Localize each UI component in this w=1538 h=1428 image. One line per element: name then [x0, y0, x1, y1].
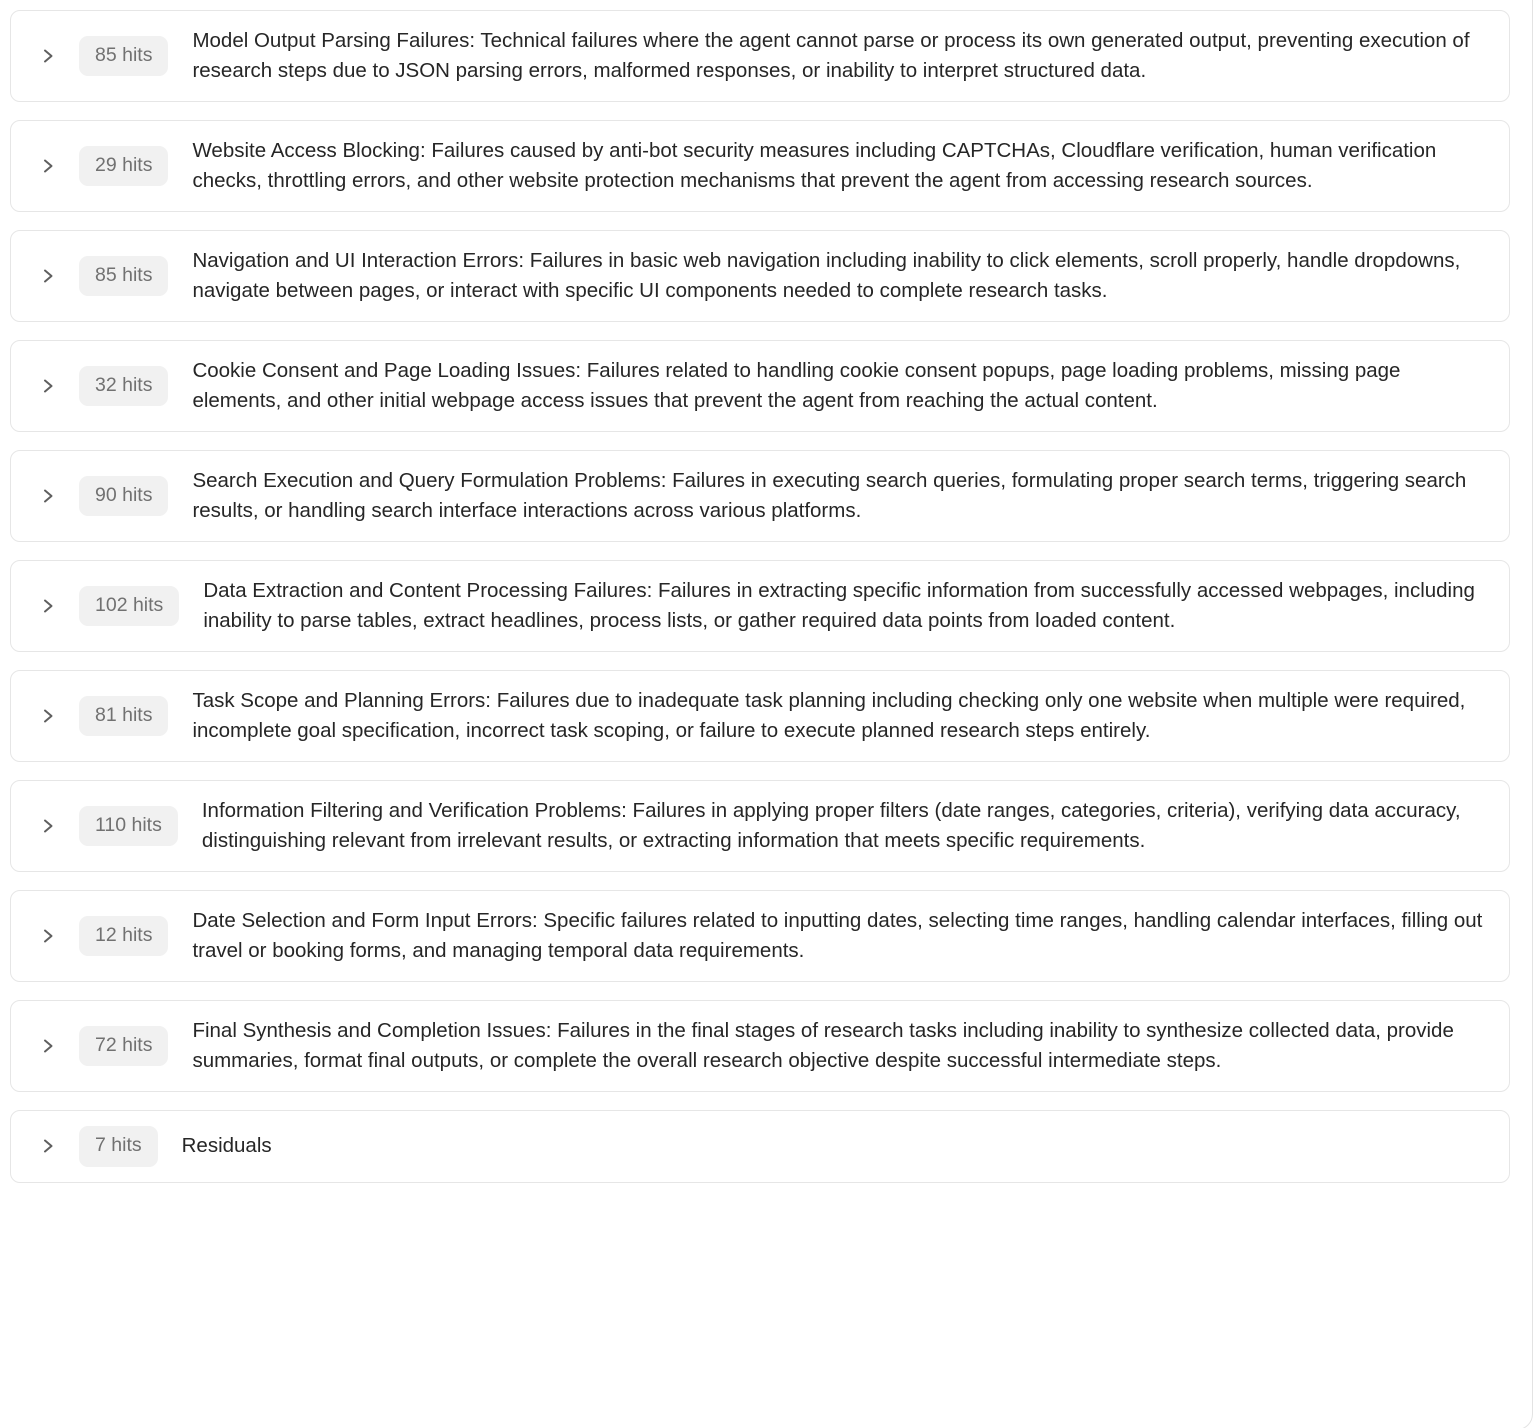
- category-description: Website Access Blocking: Failures caused by anti-bot security measures including CAPTCHAs, Cloudflare verification, human verification checks, throttling errors, and other website protection mechanisms that prevent the agent from accessing research sources.: [192, 139, 1437, 192]
- hits-badge: 32 hits: [79, 366, 168, 407]
- category-card[interactable]: [10, 10, 1510, 102]
- hits-badge: 110 hits: [79, 806, 178, 847]
- category-card[interactable]: [10, 1110, 1510, 1183]
- hits-badge: 81 hits: [79, 696, 168, 737]
- category-card[interactable]: [10, 230, 1510, 322]
- category-description: Information Filtering and Verification Problems: Failures in applying proper filters (date ranges, categories, criteria), verifying data accuracy, distinguishing relevant from irrelevant results, or extracting information that meets specific requirements.: [201, 799, 1461, 852]
- category-card[interactable]: [10, 120, 1510, 212]
- chevron-right-icon[interactable]: [39, 267, 57, 285]
- hits-badge: 90 hits: [79, 476, 168, 517]
- category-description: Cookie Consent and Page Loading Issues: Failures related to handling cookie consent popups, page loading problems, missing page elements, and other initial webpage access issues that prevent the agent from reaching the actual content.: [192, 359, 1401, 412]
- category-card[interactable]: [10, 560, 1510, 652]
- category-card[interactable]: [10, 1000, 1510, 1092]
- category-card[interactable]: [10, 780, 1510, 872]
- hits-badge: 102 hits: [79, 586, 179, 627]
- category-description: Model Output Parsing Failures: Technical failures where the agent cannot parse or process its own generated output, preventing execution of research steps due to JSON parsing errors, malformed responses, or inability to interpret structured data.: [192, 29, 1470, 82]
- hits-badge: 85 hits: [79, 256, 168, 297]
- category-description: Final Synthesis and Completion Issues: Failures in the final stages of research tasks including inability to synthesize collected data, provide summaries, format final outputs, or complete the overall research objective despite successful intermediate steps.: [192, 1019, 1454, 1072]
- chevron-right-icon[interactable]: [39, 597, 57, 615]
- category-card[interactable]: [10, 890, 1510, 982]
- category-description: Data Extraction and Content Processing Failures: Failures in extracting specific information from successfully accessed webpages, including inability to parse tables, extract headlines, process lists, or gather required data points from loaded content.: [203, 579, 1475, 632]
- hits-badge: 7 hits: [79, 1126, 158, 1167]
- category-list: [10, 10, 1510, 1183]
- chevron-right-icon[interactable]: [39, 817, 57, 835]
- category-description: Residuals: [181, 1134, 272, 1158]
- chevron-right-icon[interactable]: [39, 377, 57, 395]
- chevron-right-icon[interactable]: [39, 1037, 57, 1055]
- chevron-right-icon[interactable]: [39, 707, 57, 725]
- hits-badge: 12 hits: [79, 916, 168, 957]
- category-card[interactable]: [10, 450, 1510, 542]
- hits-badge: 29 hits: [79, 146, 168, 187]
- chevron-right-icon[interactable]: [39, 1137, 57, 1155]
- chevron-right-icon[interactable]: [39, 47, 57, 65]
- hits-badge: 85 hits: [79, 36, 168, 77]
- category-card[interactable]: [10, 340, 1510, 432]
- category-description: Task Scope and Planning Errors: Failures due to inadequate task planning including checking only one website when multiple were required, incomplete goal specification, incorrect task scoping, or failure to execute planned research steps entirely.: [192, 689, 1466, 742]
- category-description: Date Selection and Form Input Errors: Specific failures related to inputting dates, selecting time ranges, handling calendar interfaces, filling out travel or booking forms, and managing temporal data requirements.: [192, 909, 1483, 962]
- category-description: Navigation and UI Interaction Errors: Failures in basic web navigation including inability to click elements, scroll properly, handle dropdowns, navigate between pages, or interact with specific UI components needed to complete research tasks.: [192, 249, 1461, 302]
- chevron-right-icon[interactable]: [39, 927, 57, 945]
- chevron-right-icon[interactable]: [39, 487, 57, 505]
- category-description: Search Execution and Query Formulation Problems: Failures in executing search queries, formulating proper search terms, triggering search results, or handling search interface interactions across various platforms.: [192, 469, 1467, 522]
- category-card[interactable]: [10, 670, 1510, 762]
- hits-badge: 72 hits: [79, 1026, 168, 1067]
- chevron-right-icon[interactable]: [39, 157, 57, 175]
